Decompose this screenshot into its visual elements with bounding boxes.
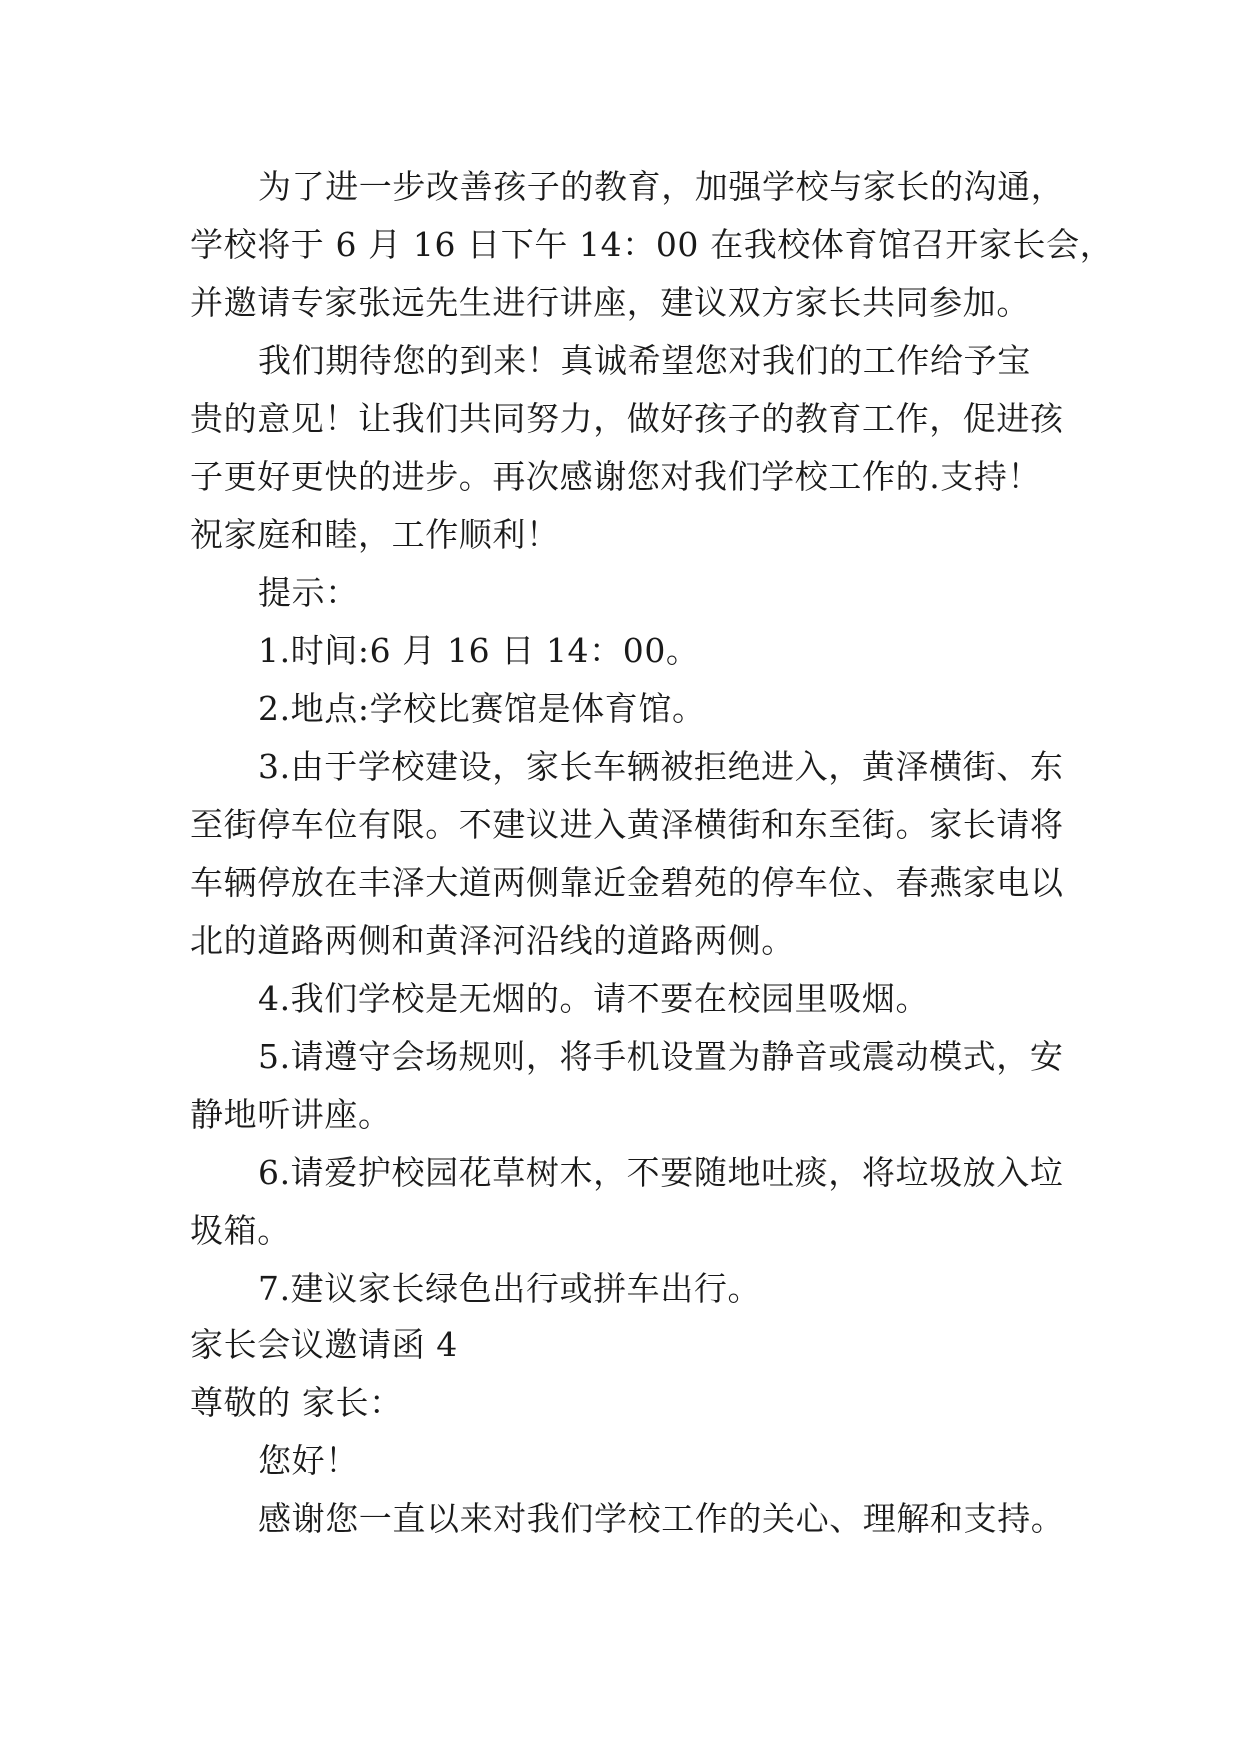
paragraph-line: 感谢您一直以来对我们学校工作的关心、理解和支持。 — [258, 1499, 1065, 1538]
tip-item-continued: 至街停车位有限。不建议进入黄泽横街和东至街。家长请将 — [190, 805, 1064, 844]
tip-item-continued: 车辆停放在丰泽大道两侧靠近金碧苑的停车位、春燕家电以 — [190, 863, 1064, 902]
paragraph-line: 并邀请专家张远先生进行讲座，建议双方家长共同参加。 — [190, 283, 1030, 322]
tips-heading: 提示： — [258, 573, 359, 612]
section-title: 家长会议邀请函 4 — [190, 1325, 458, 1364]
greeting: 您好！ — [258, 1441, 359, 1480]
paragraph-line: 为了进一步改善孩子的教育，加强学校与家长的沟通， — [258, 167, 1065, 206]
salutation: 尊敬的 家长： — [190, 1383, 403, 1422]
tip-item: 2.地点:学校比赛馆是体育馆。 — [258, 689, 706, 728]
paragraph-line: 学校将于 6 月 16 日下午 14：00 在我校体育馆召开家长会， — [190, 225, 1114, 264]
tip-item-continued: 静地听讲座。 — [190, 1095, 392, 1134]
tip-item: 7.建议家长绿色出行或拼车出行。 — [258, 1269, 762, 1308]
tip-item: 6.请爱护校园花草树木，不要随地吐痰，将垃圾放入垃 — [258, 1153, 1064, 1192]
tip-item: 3.由于学校建设，家长车辆被拒绝进入，黄泽横街、东 — [258, 747, 1064, 786]
tip-item: 4.我们学校是无烟的。请不要在校园里吸烟。 — [258, 979, 930, 1018]
tip-item: 1.时间:6 月 16 日 14：00。 — [258, 631, 700, 670]
paragraph-line: 贵的意见！让我们共同努力，做好孩子的教育工作，促进孩 — [190, 399, 1064, 438]
tip-item-continued: 北的道路两侧和黄泽河沿线的道路两侧。 — [190, 921, 795, 960]
paragraph-line: 我们期待您的到来！真诚希望您对我们的工作给予宝 — [258, 341, 1031, 380]
paragraph-line: 子更好更快的进步。再次感谢您对我们学校工作的.支持！ — [190, 457, 1042, 496]
tip-item: 5.请遵守会场规则，将手机设置为静音或震动模式，安 — [258, 1037, 1064, 1076]
tip-item-continued: 圾箱。 — [190, 1211, 291, 1250]
paragraph-line: 祝家庭和睦，工作顺利！ — [190, 515, 560, 554]
